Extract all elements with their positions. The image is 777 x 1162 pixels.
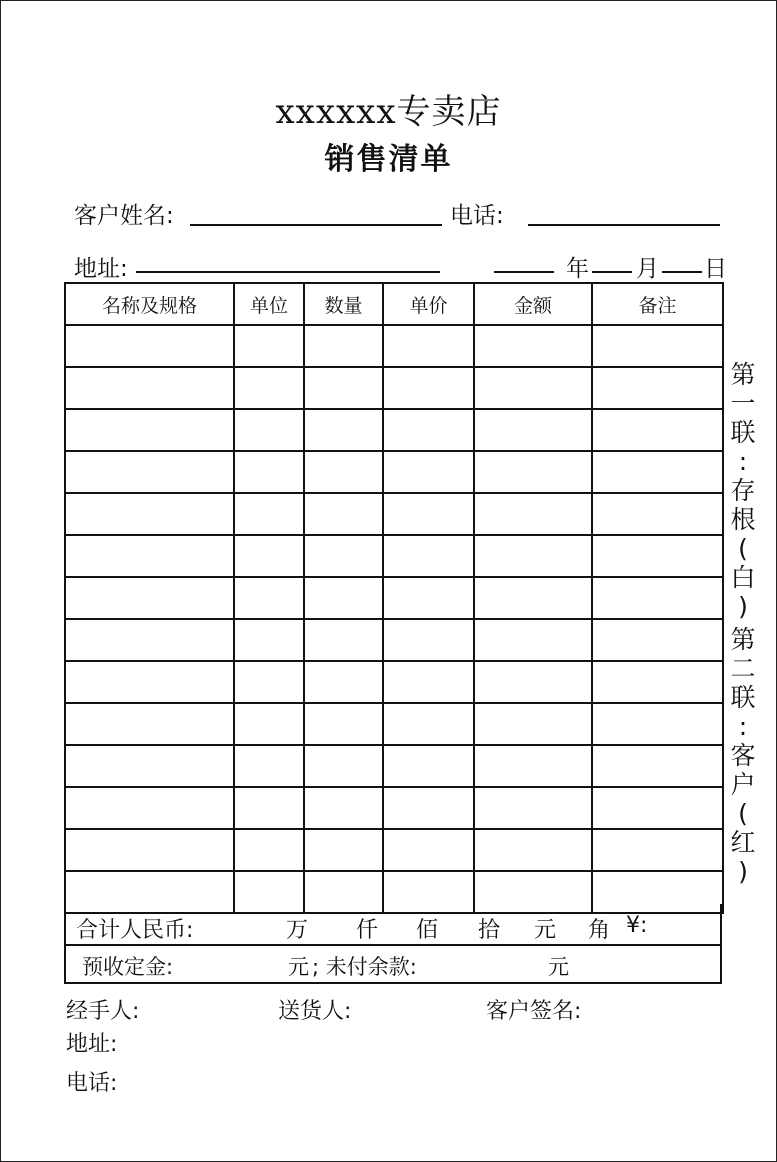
customer-name-field[interactable] <box>190 224 442 226</box>
table-row <box>65 325 723 367</box>
table-cell[interactable] <box>592 787 723 829</box>
month-field[interactable] <box>592 271 632 273</box>
table-cell[interactable] <box>383 325 474 367</box>
table-cell[interactable] <box>383 451 474 493</box>
day-field[interactable] <box>662 271 702 273</box>
table-row <box>65 367 723 409</box>
table-cell[interactable] <box>592 493 723 535</box>
table-cell[interactable] <box>65 703 234 745</box>
table-row <box>65 619 723 661</box>
table-cell[interactable] <box>65 409 234 451</box>
table-cell[interactable] <box>304 409 383 451</box>
table-cell[interactable] <box>234 619 304 661</box>
table-cell[interactable] <box>65 325 234 367</box>
copy-one-note: 第 一 联 : 存 根 ( 白 ) <box>730 360 756 621</box>
table-cell[interactable] <box>474 577 592 619</box>
table-cell[interactable] <box>234 829 304 871</box>
table-cell[interactable] <box>304 325 383 367</box>
table-cell[interactable] <box>304 535 383 577</box>
table-cell[interactable] <box>304 829 383 871</box>
table-row <box>65 451 723 493</box>
table-cell[interactable] <box>592 829 723 871</box>
phone-field[interactable] <box>528 224 720 226</box>
table-cell[interactable] <box>234 535 304 577</box>
table-cell[interactable] <box>592 367 723 409</box>
table-cell[interactable] <box>383 703 474 745</box>
table-row <box>65 409 723 451</box>
table-cell[interactable] <box>304 661 383 703</box>
table-header-row <box>65 283 723 325</box>
prepaid-deposit-label: 预收定金: <box>82 955 174 979</box>
unpaid-balance-label: ; 未付余款: <box>312 955 417 979</box>
total-rmb-row <box>64 904 722 946</box>
table-cell[interactable] <box>65 787 234 829</box>
column-name-spec: 名称及规格 <box>65 283 234 325</box>
table-cell[interactable] <box>65 451 234 493</box>
table-cell[interactable] <box>383 493 474 535</box>
total-rmb-label: 合计人民币: <box>76 918 194 943</box>
table-cell[interactable] <box>474 367 592 409</box>
column-amount: 金额 <box>474 283 592 325</box>
table-cell[interactable] <box>65 661 234 703</box>
table-cell[interactable] <box>383 745 474 787</box>
table-row <box>65 745 723 787</box>
table-cell[interactable] <box>234 661 304 703</box>
table-cell[interactable] <box>65 619 234 661</box>
table-cell[interactable] <box>592 661 723 703</box>
table-cell[interactable] <box>474 619 592 661</box>
footer-address-label: 地址: <box>66 1032 118 1057</box>
table-row <box>65 577 723 619</box>
table-cell[interactable] <box>304 619 383 661</box>
qian-label: 仟 <box>356 918 379 943</box>
table-cell[interactable] <box>304 787 383 829</box>
table-cell[interactable] <box>474 703 592 745</box>
table-cell[interactable] <box>592 619 723 661</box>
table-cell[interactable] <box>383 787 474 829</box>
table-row <box>65 535 723 577</box>
store-name: xxxxxx专卖店 <box>275 92 502 132</box>
table-cell[interactable] <box>474 409 592 451</box>
footer-phone-label: 电话: <box>66 1071 118 1096</box>
table-row <box>65 787 723 829</box>
table-cell[interactable] <box>234 367 304 409</box>
copy-two-note: 第 二 联 : 客 户 ( 红 ) <box>730 625 756 886</box>
address-field[interactable] <box>136 271 440 273</box>
yen-label: ¥: <box>626 913 648 938</box>
table-cell[interactable] <box>474 745 592 787</box>
table-cell[interactable] <box>234 325 304 367</box>
year-label: 年 <box>566 256 589 282</box>
table-cell[interactable] <box>65 829 234 871</box>
bai-label: 佰 <box>416 918 439 943</box>
column-quantity: 数量 <box>304 283 383 325</box>
table-cell[interactable] <box>234 745 304 787</box>
table-cell[interactable] <box>383 829 474 871</box>
table-cell[interactable] <box>592 535 723 577</box>
table-cell[interactable] <box>474 493 592 535</box>
table-cell[interactable] <box>234 577 304 619</box>
table-cell[interactable] <box>474 661 592 703</box>
table-cell[interactable] <box>474 535 592 577</box>
table-cell[interactable] <box>304 493 383 535</box>
table-cell[interactable] <box>383 577 474 619</box>
table-cell[interactable] <box>65 577 234 619</box>
table-cell[interactable] <box>592 451 723 493</box>
items-table <box>64 282 724 914</box>
year-field[interactable] <box>494 271 554 273</box>
table-row <box>65 661 723 703</box>
table-cell[interactable] <box>474 787 592 829</box>
table-cell[interactable] <box>234 493 304 535</box>
customer-signature-label: 客户签名: <box>486 999 582 1024</box>
table-cell[interactable] <box>304 745 383 787</box>
handler-label: 经手人: <box>66 999 140 1024</box>
address-label: 地址: <box>74 256 128 282</box>
table-cell[interactable] <box>383 535 474 577</box>
column-remarks: 备注 <box>592 283 723 325</box>
table-cell[interactable] <box>234 409 304 451</box>
table-cell[interactable] <box>65 367 234 409</box>
table-cell[interactable] <box>592 325 723 367</box>
customer-name-label: 客户姓名: <box>74 203 174 229</box>
table-cell[interactable] <box>65 745 234 787</box>
table-row <box>65 829 723 871</box>
table-cell[interactable] <box>234 787 304 829</box>
column-unit-price: 单价 <box>383 283 474 325</box>
table-cell[interactable] <box>234 703 304 745</box>
table-cell[interactable] <box>592 703 723 745</box>
deposit-row <box>64 946 722 984</box>
table-cell[interactable] <box>383 367 474 409</box>
table-cell[interactable] <box>383 409 474 451</box>
document-title: 销售清单 <box>324 142 453 177</box>
delivery-person-label: 送货人: <box>278 999 352 1024</box>
prepaid-yuan-label: 元 <box>288 955 309 979</box>
table-cell[interactable] <box>592 577 723 619</box>
table-cell[interactable] <box>474 829 592 871</box>
table-cell[interactable] <box>304 577 383 619</box>
table-cell[interactable] <box>304 703 383 745</box>
table-cell[interactable] <box>474 325 592 367</box>
table-cell[interactable] <box>65 493 234 535</box>
table-cell[interactable] <box>234 451 304 493</box>
day-label: 日 <box>704 256 727 282</box>
table-row <box>65 703 723 745</box>
phone-label: 电话: <box>450 203 504 229</box>
shi-label: 拾 <box>478 918 501 943</box>
month-label: 月 <box>636 256 659 282</box>
unpaid-yuan-label: 元 <box>548 955 569 979</box>
table-cell[interactable] <box>65 535 234 577</box>
column-unit: 单位 <box>234 283 304 325</box>
table-cell[interactable] <box>474 451 592 493</box>
table-cell[interactable] <box>592 745 723 787</box>
table-cell[interactable] <box>383 661 474 703</box>
table-row <box>65 493 723 535</box>
table-cell[interactable] <box>304 367 383 409</box>
wan-label: 万 <box>286 918 309 943</box>
table-cell[interactable] <box>592 409 723 451</box>
table-cell[interactable] <box>304 451 383 493</box>
table-cell[interactable] <box>383 619 474 661</box>
yuan-label: 元 <box>534 918 557 943</box>
jiao-label: 角 <box>588 918 611 943</box>
